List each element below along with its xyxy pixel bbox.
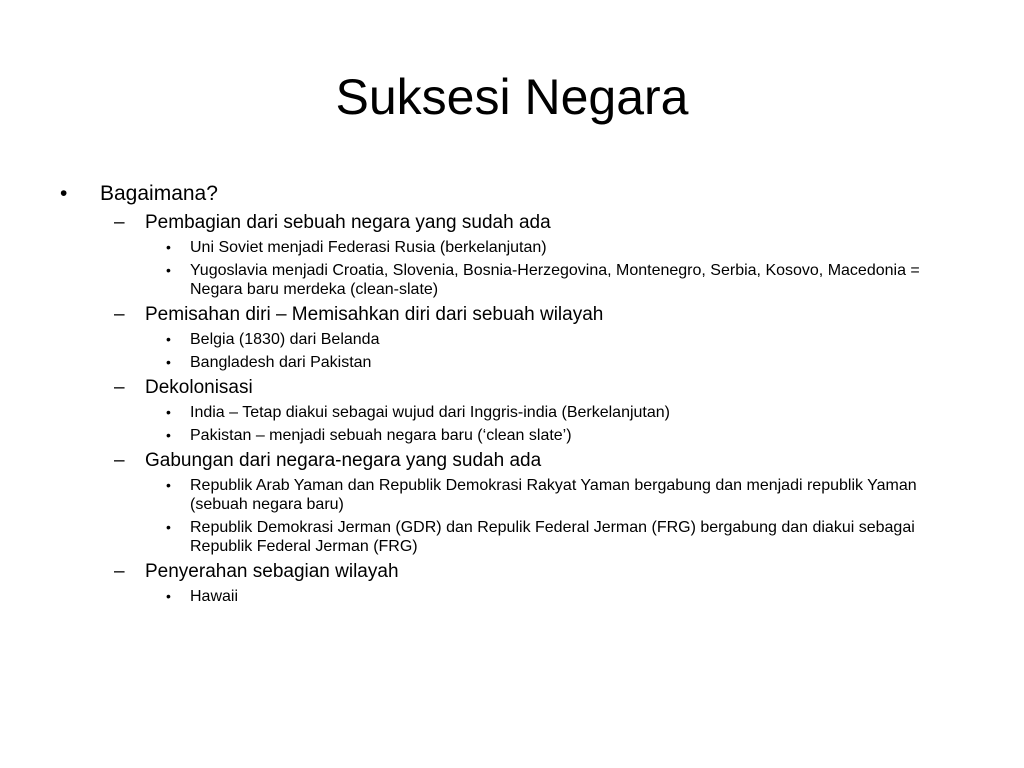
bullet-icon: • [166,477,171,493]
sub-item-pembagian [56,211,976,235]
sub-item-text: Gabungan dari negara-negara yang sudah ada [145,450,542,471]
detail-text: Republik Arab Yaman dan Republik Demokrasi Rakyat Yaman bergabung dan menjadi republik Yaman (sebuah negara baru) [190,477,917,513]
detail-item [56,426,976,445]
sub-item-dekolonisasi [56,376,976,400]
sub-item-penyerahan [56,560,976,584]
detail-item [56,518,976,556]
detail-text: Yugoslavia menjadi Croatia, Slovenia, Bosnia-Herzegovina, Montenegro, Serbia, Kosovo, Macedonia = Negara baru merdeka (clean-slate) [190,262,920,298]
bullet-icon: • [166,427,171,443]
bullet-icon: • [166,331,171,347]
detail-item [56,353,976,372]
detail-item [56,261,976,299]
sub-item-text: Penyerahan sebagian wilayah [145,561,399,582]
detail-item [56,403,976,422]
detail-text: Hawaii [190,588,239,605]
dash-icon: – [114,212,125,233]
slide-title: Suksesi Negara [335,69,689,125]
dash-icon: – [114,304,125,325]
sub-item-pemisahan [56,303,976,327]
bullet-icon: • [166,262,171,278]
detail-text: Uni Soviet menjadi Federasi Rusia (berkelanjutan) [190,239,547,256]
detail-item [56,476,976,514]
detail-text: Bangladesh dari Pakistan [190,354,372,371]
detail-text: India – Tetap diakui sebagai wujud dari Inggris-india (Berkelanjutan) [190,404,670,421]
detail-item [56,238,976,257]
bullet-item-bagaimana [56,180,976,207]
detail-item [56,330,976,349]
bullet-text: Bagaimana? [100,182,218,205]
bullet-icon: • [166,239,171,255]
slide-content [56,180,976,610]
bullet-icon: • [60,182,68,205]
detail-text: Pakistan – menjadi sebuah negara baru (‘clean slate’) [190,427,572,444]
sub-item-text: Pemisahan diri – Memisahkan diri dari sebuah wilayah [145,304,604,325]
bullet-icon: • [166,519,171,535]
sub-item-text: Dekolonisasi [145,377,253,398]
detail-text: Republik Demokrasi Jerman (GDR) dan Repulik Federal Jerman (FRG) bergabung dan diakui sebagai Republik Federal Jerman (FRG) [190,519,915,555]
bullet-icon: • [166,354,171,370]
dash-icon: – [114,450,125,471]
dash-icon: – [114,561,125,582]
detail-text: Belgia (1830) dari Belanda [190,331,380,348]
detail-item [56,587,976,606]
dash-icon: – [114,377,125,398]
bullet-icon: • [166,404,171,420]
bullet-icon: • [166,588,171,604]
sub-item-text: Pembagian dari sebuah negara yang sudah ada [145,212,551,233]
sub-item-gabungan [56,449,976,473]
